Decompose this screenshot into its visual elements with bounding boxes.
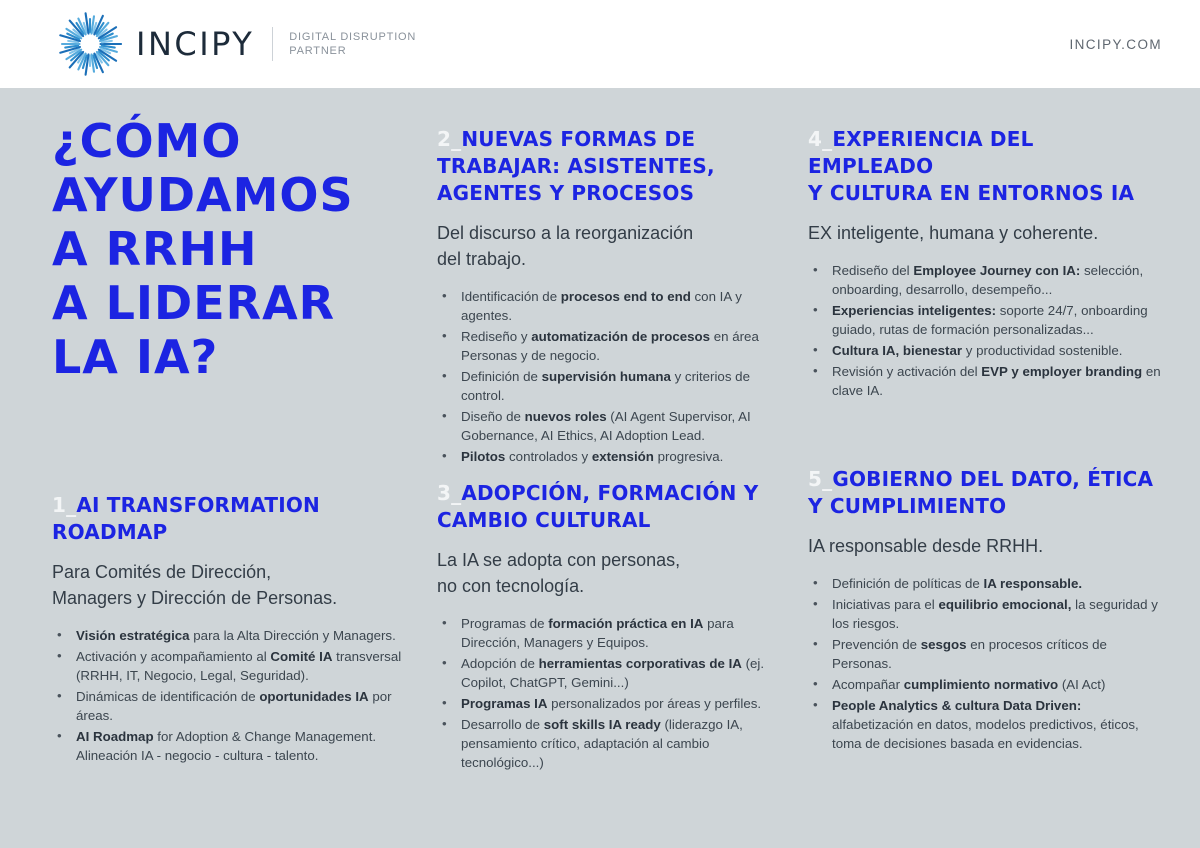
list-item: • Diseño de nuevos roles (AI Agent Supervisor, AI Gobernance, AI Ethics, AI Adoption Lead. [442, 408, 751, 443]
bullet-marker: • [813, 575, 818, 590]
tagline-line-2: PARTNER [289, 45, 347, 57]
section-subtitle-line: Managers y Dirección de Personas. [52, 588, 338, 608]
section-nuevas-formas-de-trabajar [437, 126, 773, 466]
section-heading-line: 2_NUEVAS FORMAS DE [437, 127, 696, 151]
bullet-marker: • [442, 448, 447, 463]
section-bullet-list [52, 626, 402, 765]
bullet-marker: • [442, 408, 447, 423]
section-number: 5_ [808, 467, 833, 491]
list-item: • Desarrollo de soft skills IA ready (liderazgo IA, pensamiento crítico, adaptación al cambio tecnológico...) [442, 716, 743, 770]
section-heading-line: 1_AI TRANSFORMATION [52, 493, 320, 517]
bullet-marker: • [813, 676, 818, 691]
list-item: • Rediseño del Employee Journey con IA: selección, onboarding, desarrollo, desempeño... [813, 262, 1144, 297]
section-subtitle-line: Para Comités de Dirección, [52, 562, 272, 582]
list-item: • Visión estratégica para la Alta Dirección y Managers. [57, 627, 396, 643]
bullet-marker: • [442, 695, 447, 710]
bullet-marker: • [442, 328, 447, 343]
list-item: • Rediseño y automatización de procesos en área Personas y de negocio. [442, 328, 759, 363]
list-item: • Definición de supervisión humana y criterios de control. [442, 368, 750, 403]
section-heading [52, 492, 402, 546]
section-subtitle-line: Del discurso a la reorganización [437, 223, 694, 243]
section-heading [437, 480, 773, 534]
section-number: 4_ [808, 127, 833, 151]
bullet-marker: • [57, 627, 62, 642]
title-line: A LIDERAR [52, 276, 336, 330]
section-subtitle [437, 547, 773, 599]
section-number: 2_ [437, 127, 462, 151]
list-item: • Prevención de sesgos en procesos críticos de Personas. [813, 636, 1107, 671]
title-line: LA IA? [52, 330, 219, 384]
section-subtitle-line: La IA se adopta con personas, [437, 550, 681, 570]
list-item: • Programas de formación práctica en IA para Dirección, Managers y Equipos. [442, 615, 734, 650]
bullet-marker: • [813, 302, 818, 317]
list-item: • Dinámicas de identificación de oportunidades IA por áreas. [57, 688, 392, 723]
section-heading-line: 3_ADOPCIÓN, FORMACIÓN Y [437, 481, 759, 505]
section-heading-line: 5_GOBIERNO DEL DATO, ÉTICA [808, 467, 1154, 491]
title-line: ¿CÓMO [52, 114, 242, 168]
section-heading [437, 126, 773, 207]
list-item: • Definición de políticas de IA responsable. [813, 575, 1083, 591]
section-ai-transformation-roadmap [52, 492, 402, 765]
list-item: • Identificación de procesos end to end con IA y agentes. [442, 288, 742, 323]
list-item: • Programas IA personalizados por áreas y perfiles. [442, 695, 762, 711]
list-item: • Iniciativas para el equilibrio emocional, la seguridad y los riesgos. [813, 596, 1158, 631]
section-subtitle [808, 533, 1162, 559]
page-title [52, 114, 354, 384]
title-line: AYUDAMOS [52, 168, 354, 222]
list-item: • Acompañar cumplimiento normativo (AI Act) [813, 676, 1106, 692]
section-number: 3_ [437, 481, 462, 505]
section-gobierno-del-dato [808, 466, 1162, 753]
brand-name: INCIPY [136, 25, 255, 63]
bullet-marker: • [442, 655, 447, 670]
tagline-line-1: DIGITAL DISRUPTION [289, 31, 417, 43]
section-heading-line: CAMBIO CULTURAL [437, 508, 651, 532]
brand-lockup [58, 12, 416, 76]
list-item: • Pilotos controlados y extensión progresiva. [442, 448, 724, 464]
section-bullet-list [437, 614, 773, 772]
section-heading-line: TRABAJAR: ASISTENTES, [437, 154, 715, 178]
bullet-marker: • [813, 596, 818, 611]
header-divider [272, 27, 273, 61]
incipy-logo-icon [58, 12, 122, 76]
website-link[interactable]: INCIPY.COM [1069, 36, 1162, 52]
bullet-marker: • [813, 363, 818, 378]
section-subtitle-line: EX inteligente, humana y coherente. [808, 223, 1099, 243]
section-subtitle [52, 559, 402, 611]
section-bullet-list [808, 574, 1162, 753]
bullet-marker: • [813, 697, 818, 712]
list-item: • Activación y acompañamiento al Comité IA transversal (RRHH, IT, Negocio, Legal, Seguridad). [57, 648, 402, 683]
bullet-marker: • [442, 368, 447, 383]
list-item: • Cultura IA, bienestar y productividad sostenible. [813, 342, 1123, 358]
section-heading-line: ROADMAP [52, 520, 168, 544]
bullet-marker: • [57, 688, 62, 703]
list-item: • AI Roadmap for Adoption & Change Management. Alineación IA - negocio - cultura - talento. [57, 728, 377, 763]
header [0, 0, 1200, 88]
section-number: 1_ [52, 493, 77, 517]
content-area [0, 88, 1200, 848]
section-heading-line: 4_EXPERIENCIA DEL EMPLEADO [808, 127, 1034, 178]
section-heading [808, 126, 1162, 207]
section-subtitle-line: no con tecnología. [437, 576, 585, 596]
section-experiencia-del-empleado [808, 126, 1162, 400]
section-heading [808, 466, 1162, 520]
brand-tagline [289, 30, 416, 58]
list-item: • Adopción de herramientas corporativas de IA (ej. Copilot, ChatGPT, Gemini...) [442, 655, 765, 690]
section-heading-line: Y CULTURA EN ENTORNOS IA [808, 181, 1135, 205]
section-subtitle-line: IA responsable desde RRHH. [808, 536, 1044, 556]
bullet-marker: • [57, 648, 62, 663]
list-item: • People Analytics & cultura Data Driven: alfabetización en datos, modelos predictivos, éticos, toma de decisiones basada en evidencias. [813, 697, 1139, 751]
bullet-marker: • [442, 288, 447, 303]
section-subtitle [437, 220, 773, 272]
bullet-marker: • [813, 262, 818, 277]
title-line: A RRHH [52, 222, 258, 276]
section-heading-line: AGENTES Y PROCESOS [437, 181, 695, 205]
section-bullet-list [437, 287, 773, 466]
section-subtitle [808, 220, 1162, 246]
bullet-marker: • [813, 342, 818, 357]
list-item: • Experiencias inteligentes: soporte 24/7, onboarding guiado, rutas de formación personalizadas... [813, 302, 1148, 337]
section-adopcion-formacion-cambio [437, 480, 773, 772]
list-item: • Revisión y activación del EVP y employer branding en clave IA. [813, 363, 1161, 398]
section-heading-line: Y CUMPLIMIENTO [808, 494, 1007, 518]
bullet-marker: • [442, 716, 447, 731]
section-bullet-list [808, 261, 1162, 400]
bullet-marker: • [813, 636, 818, 651]
section-subtitle-line: del trabajo. [437, 249, 527, 269]
bullet-marker: • [57, 728, 62, 743]
bullet-marker: • [442, 615, 447, 630]
